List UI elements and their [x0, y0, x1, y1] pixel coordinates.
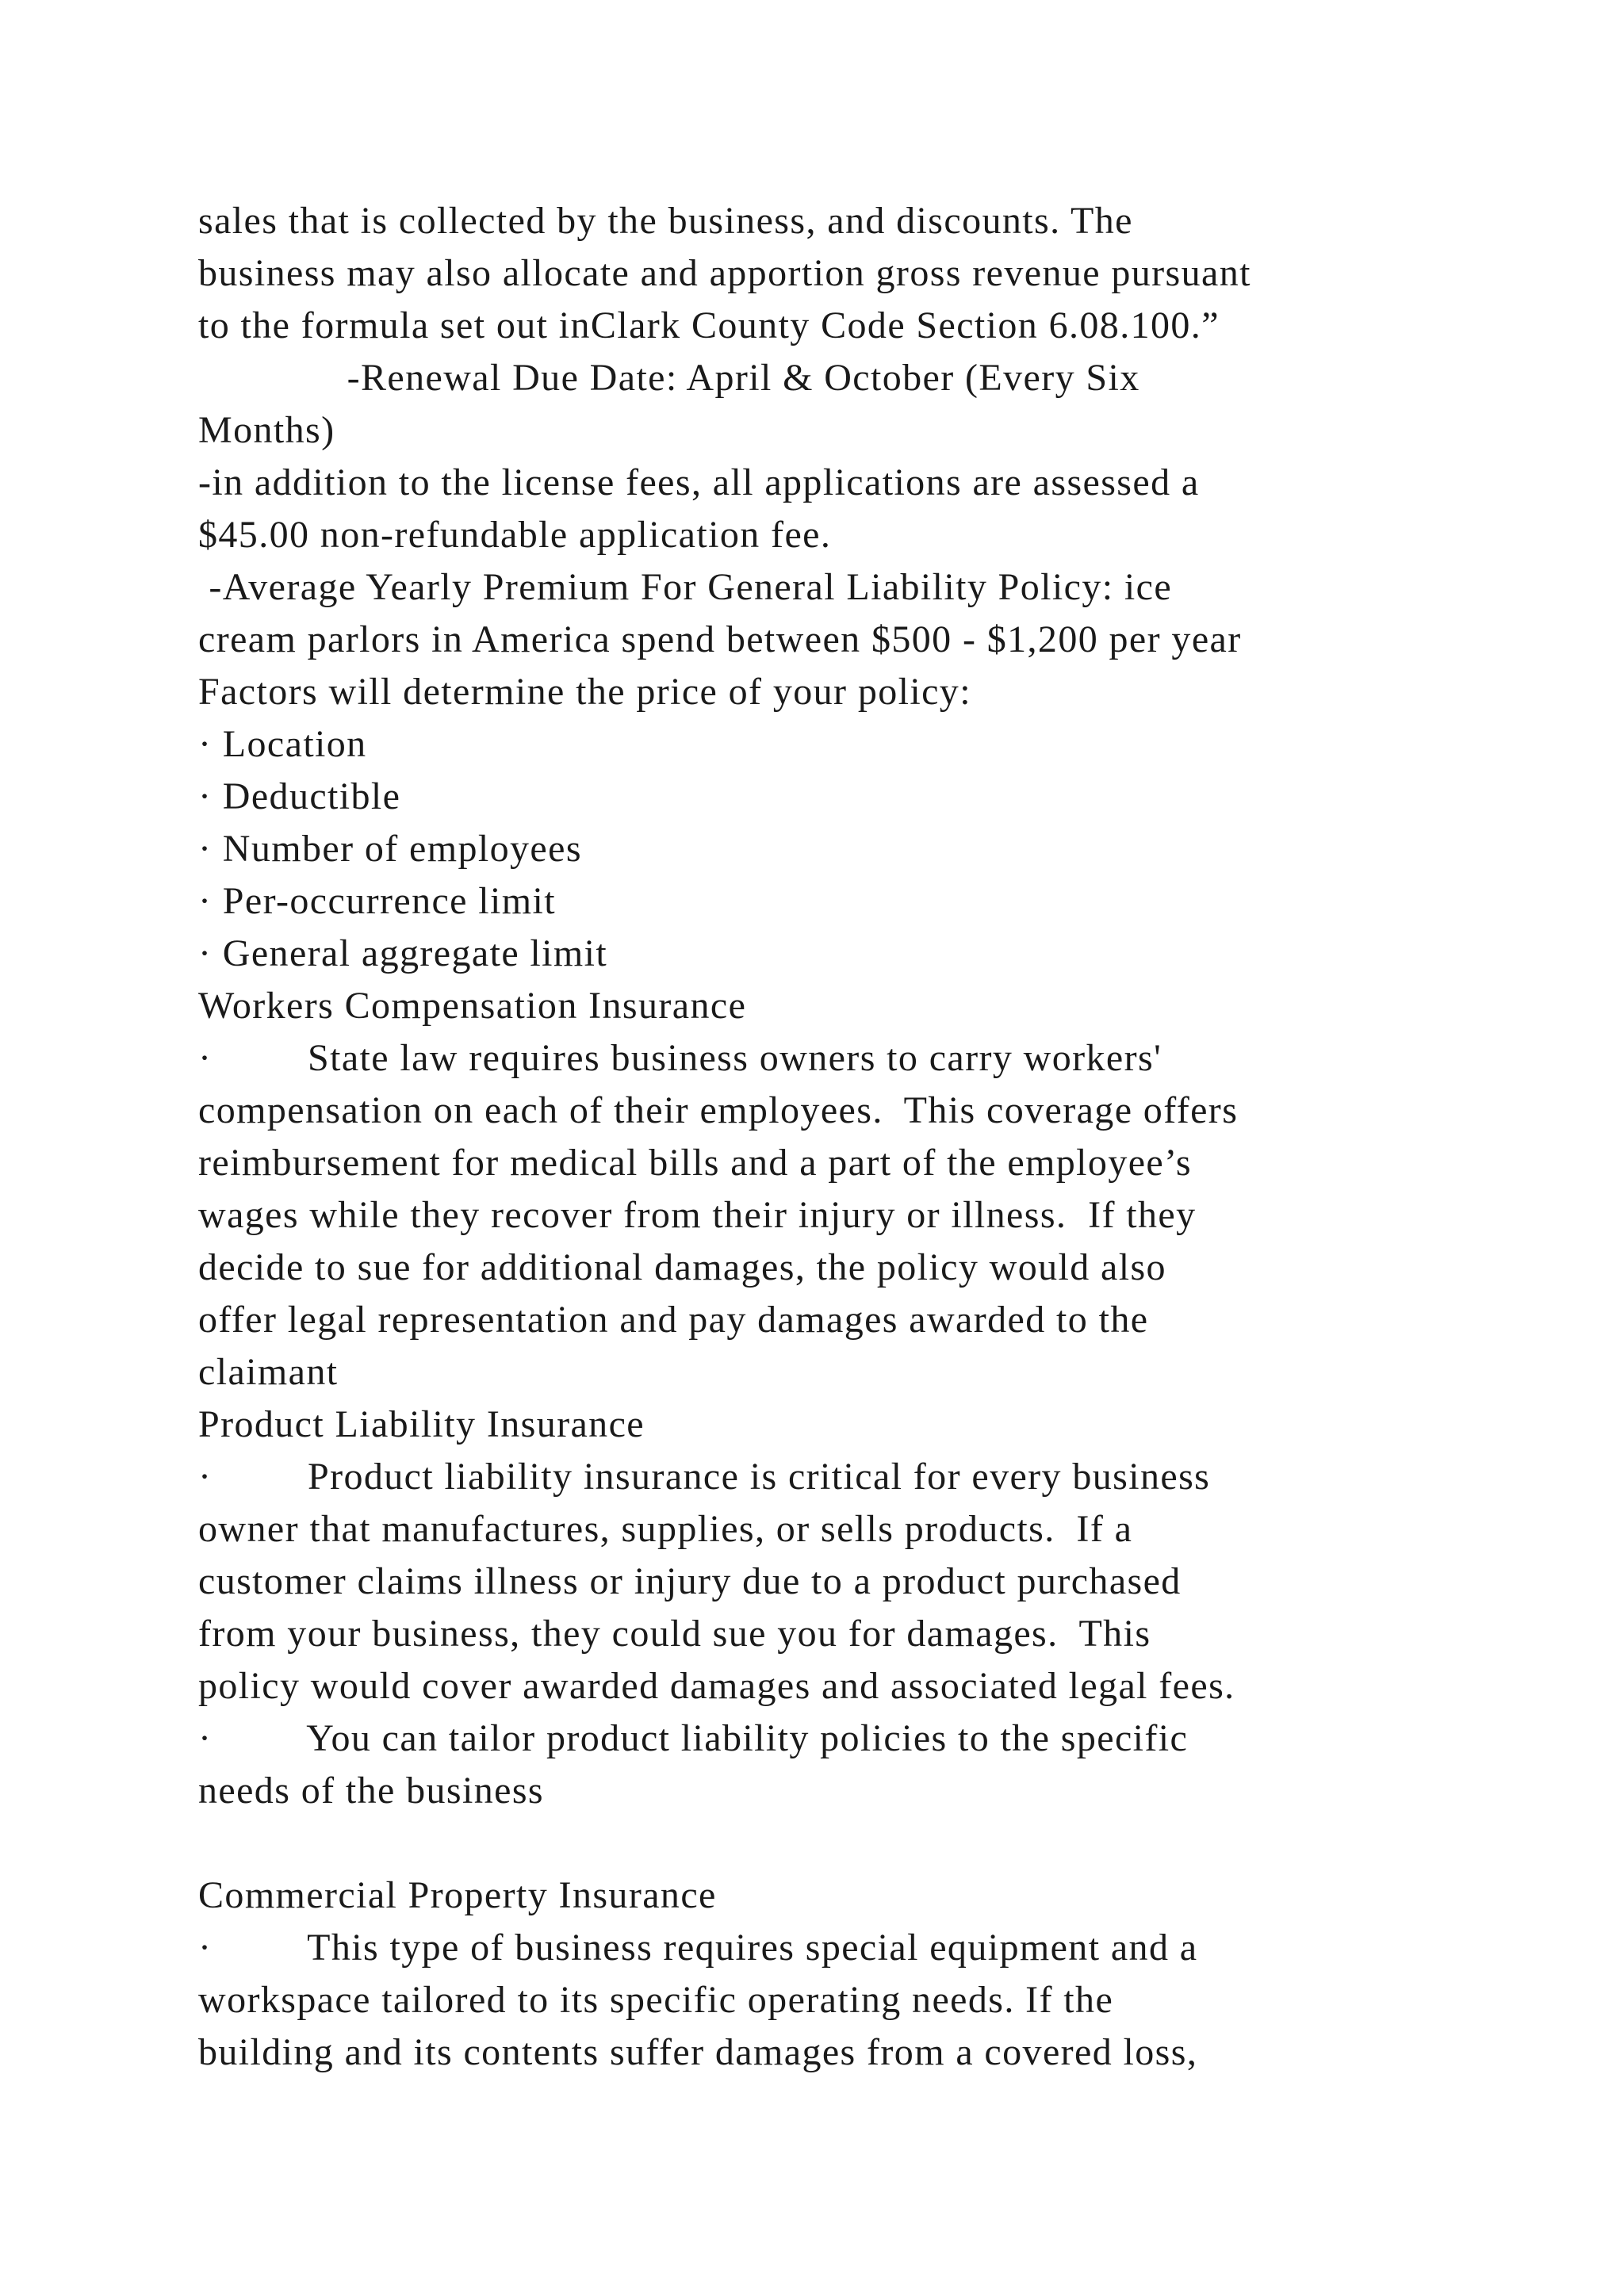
- bullet-item: · Deductible: [198, 775, 401, 817]
- text-line: reimbursement for medical bills and a part of the employee’s: [198, 1142, 1192, 1184]
- text-line: from your business, they could sue you for damages. This: [198, 1613, 1151, 1655]
- text-line: building and its contents suffer damages from a covered loss,: [198, 2031, 1198, 2073]
- text-line: claimant: [198, 1351, 339, 1393]
- text-line: -Average Yearly Premium For General Liability Policy: ice: [198, 566, 1173, 608]
- text-line: $45.00 non-refundable application fee.: [198, 514, 832, 556]
- text-line: -in addition to the license fees, all applications are assessed a: [198, 461, 1200, 503]
- text-line: Months): [198, 409, 335, 451]
- text-line: cream parlors in America spend between $500 - $1,200 per year: [198, 618, 1242, 660]
- text-line: offer legal representation and pay damages awarded to the: [198, 1299, 1149, 1341]
- text-line: compensation on each of their employees. This coverage offers: [198, 1089, 1239, 1131]
- bullet-item: · Location: [198, 723, 367, 765]
- text-line: needs of the business: [198, 1770, 544, 1812]
- section-heading: Commercial Property Insurance: [198, 1874, 717, 1916]
- text-line: -Renewal Due Date: April & October (Every Six: [198, 357, 1140, 399]
- text-line: decide to sue for additional damages, the policy would also: [198, 1246, 1166, 1288]
- text-line: Factors will determine the price of your policy:: [198, 671, 971, 713]
- section-heading: Workers Compensation Insurance: [198, 985, 747, 1027]
- blank-line: [198, 1817, 1562, 1869]
- text-line: sales that is collected by the business, and discounts. The: [198, 200, 1133, 242]
- bullet-item: · This type of business requires special equipment and a: [198, 1927, 1198, 1969]
- text-line: business may also allocate and apportion gross revenue pursuant: [198, 252, 1251, 294]
- section-heading: Product Liability Insurance: [198, 1403, 645, 1445]
- bullet-item: · You can tailor product liability policies to the specific: [198, 1717, 1189, 1759]
- text-line: to the formula set out inClark County Code Section 6.08.100.”: [198, 304, 1220, 346]
- text-line: policy would cover awarded damages and associated legal fees.: [198, 1665, 1235, 1707]
- text-line: wages while they recover from their injury or illness. If they: [198, 1194, 1197, 1236]
- text-line: customer claims illness or injury due to a product purchased: [198, 1560, 1182, 1602]
- bullet-item: · State law requires business owners to carry workers': [198, 1037, 1162, 1079]
- text-line: workspace tailored to its specific operating needs. If the: [198, 1979, 1114, 2021]
- bullet-item: · Product liability insurance is critical for every business: [198, 1456, 1211, 1498]
- document-body: [198, 195, 1562, 2079]
- bullet-item: · General aggregate limit: [198, 932, 608, 974]
- bullet-item: · Per-occurrence limit: [198, 880, 556, 922]
- text-line: owner that manufactures, supplies, or sells products. If a: [198, 1508, 1133, 1550]
- bullet-item: · Number of employees: [198, 828, 582, 870]
